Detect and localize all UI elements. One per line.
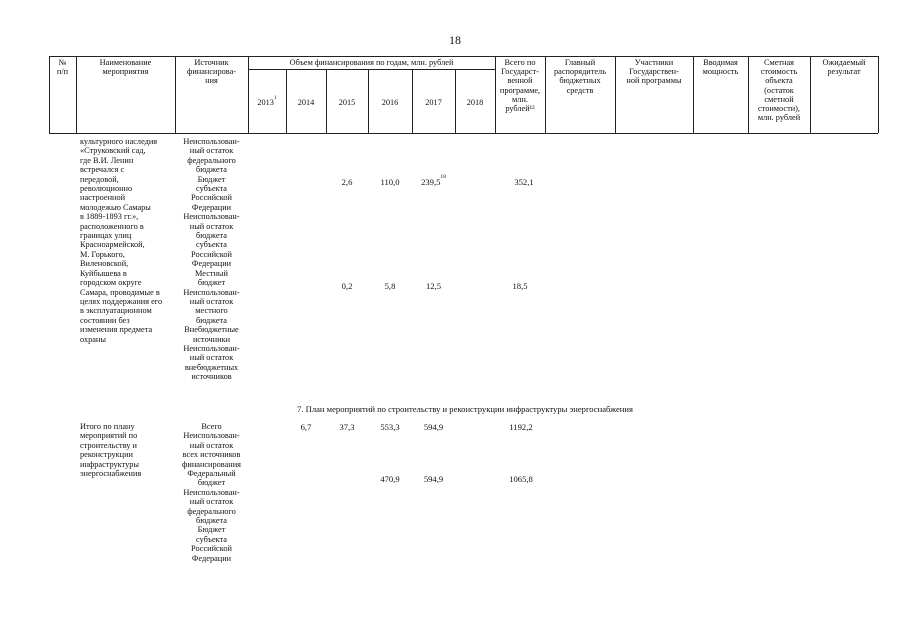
total-2016: 594,9 xyxy=(423,422,444,432)
header-year-2015: 2015 xyxy=(338,98,356,107)
local-2017: 12,5 xyxy=(425,281,442,291)
federal-2016: 594,9 xyxy=(423,474,444,484)
header-source: Источник финансирова- ния xyxy=(186,58,237,86)
funding-sources: Неиспользован- ный остаток федерального бюджета Бюджет субъекта Российской Федерации Неиспользован- ный остаток бюджета субъекта Российской Федерации Местный бюджет Неиспользован- ный остаток местного бюджета Внебюджетные источники Неиспользован- ный остаток внебюджетных источников xyxy=(183,137,240,382)
header-participants: Участники Государствен- ной программы xyxy=(626,58,682,86)
regional-2017: 239,5$^{18}$ xyxy=(421,174,446,187)
header-total: Всего по Государст- венной программе, млн. рублей¹³ xyxy=(499,58,541,114)
regional-2016: 110,0 xyxy=(380,177,400,187)
header-result: Ожидаемый результат xyxy=(822,58,866,77)
header-name: Наименование мероприятия xyxy=(99,58,152,77)
header-cost: Сметная стоимость объекта (остаток сметной стоимости), млн. рублей xyxy=(757,58,801,123)
local-2016: 5,8 xyxy=(384,281,396,291)
total-2015: 553,3 xyxy=(380,422,400,432)
header-manager: Главный распорядитель бюджетных средств xyxy=(554,58,606,95)
event-name: культурного наследия «Струковский сад, где В.И. Ленин встречался с передовой, революционно настроенной молодежью Самары в 1889-1893 гг.», расположенного в границах улиц Красноармейской, М. Горького, Виленовской, Куйбышева в городском округе Самара, проводимые в целях поддержания его в эксплуатационном состоянии без изменения предмета охраны xyxy=(80,137,163,344)
header-year-2017: 2017 xyxy=(425,98,442,107)
plan-funding-sources: Всего Неиспользован- ный остаток всех источников финансирования Федеральный бюджет Неиспользован- ный остаток федерального бюджета Бюджет субъекта Российской Федерации xyxy=(182,422,241,563)
section-title: 7. План мероприятий по строительству и реконструкции инфраструктуры энергоснабжения xyxy=(297,404,633,414)
total-2014: 37,3 xyxy=(339,422,355,432)
page-number: 18 xyxy=(449,33,461,47)
header-year-2014: 2014 xyxy=(297,98,315,107)
header-number: № п/п xyxy=(56,58,69,77)
header-capacity: Вводимая мощность xyxy=(702,58,739,77)
federal-2015: 470,9 xyxy=(380,474,400,484)
plan-total-name: Итого по плану мероприятий по строительству и реконструкции инфраструктуры энергоснабжения xyxy=(80,422,142,479)
local-total: 18,5 xyxy=(512,281,528,291)
header-year-2016: 2016 xyxy=(381,98,399,107)
header-year-2018: 2018 xyxy=(466,98,484,107)
total-all: 1192,2 xyxy=(509,422,533,432)
regional-2015: 2,6 xyxy=(341,177,353,187)
header-volume: Объем финансирования по годам, млн. рублей xyxy=(289,58,454,67)
local-2015: 0,2 xyxy=(341,281,353,291)
header-year-2013: 2013$^1$ xyxy=(257,95,277,107)
regional-total: 352,1 xyxy=(514,177,534,187)
total-2013: 6,7 xyxy=(300,422,312,432)
federal-total: 1065,8 xyxy=(509,474,533,484)
